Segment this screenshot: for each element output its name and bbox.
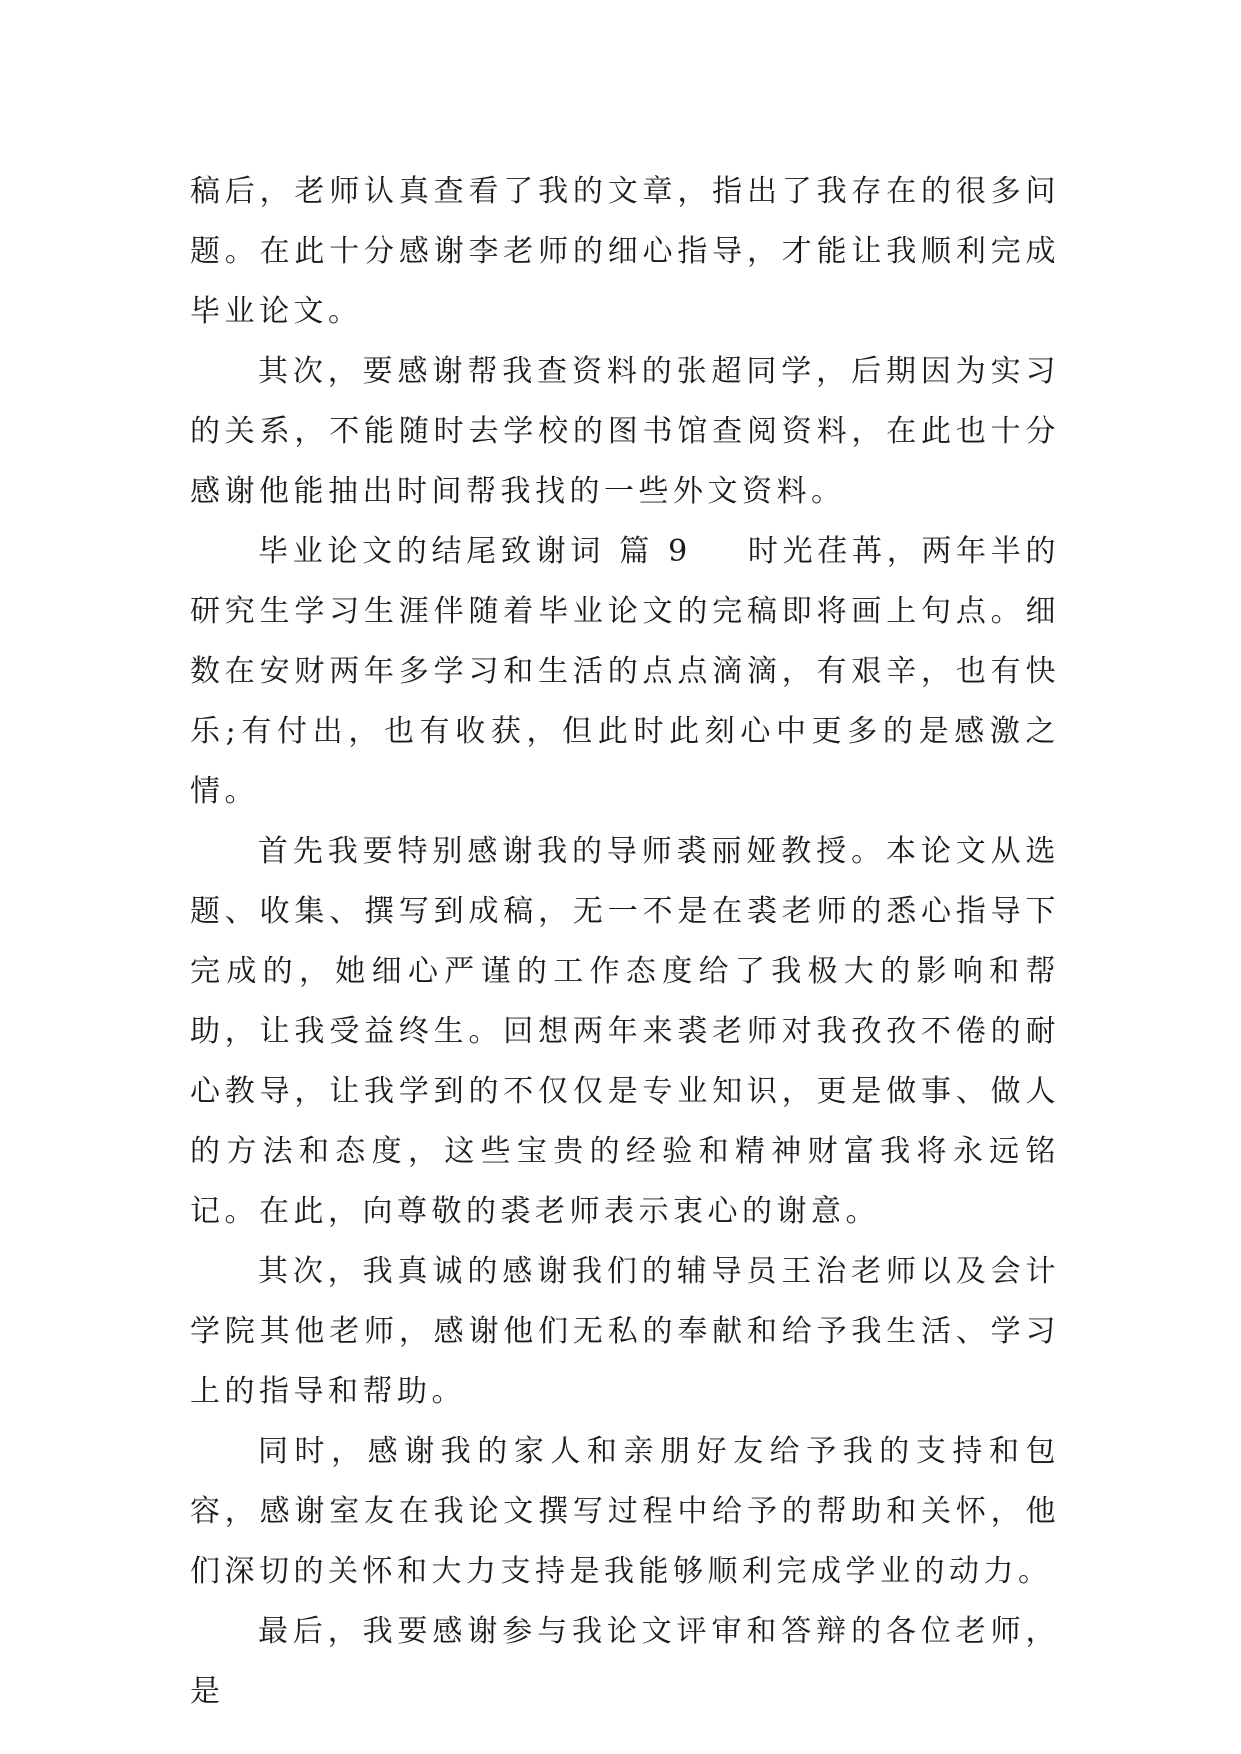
section-heading: 毕业论文的结尾致谢词 篇 9 — [258, 534, 692, 569]
section-intro-text: 时光荏苒，两年半的研究生学习生涯伴随着毕业论文的完稿即将画上句点。细数在安财两年多学习和生活的点点滴滴，有艰辛，也有快乐;有付出，也有收获，但此时此刻心中更多的是感激之情。 — [190, 534, 1060, 809]
paragraph-continuation: 稿后，老师认真查看了我的文章，指出了我存在的很多问题。在此十分感谢李老师的细心指导，才能让我顺利完成毕业论文。 — [190, 174, 1060, 329]
paragraph-advisor-thanks: 首先我要特别感谢我的导师裘丽娅教授。本论文从选题、收集、撰写到成稿，无一不是在裘老师的悉心指导下完成的，她细心严谨的工作态度给了我极大的影响和帮助，让我受益终生。回想两年来裘老师对我孜孜不倦的耐心教导，让我学到的不仅仅是专业知识，更是做事、做人的方法和态度，这些宝贵的经验和精神财富我将永远铭记。在此，向尊敬的裘老师表示衷心的谢意。 — [190, 834, 1060, 1229]
paragraph-reviewers-thanks: 最后，我要感谢参与我论文评审和答辩的各位老师，是 — [190, 1614, 1060, 1709]
paragraph-counselor-thanks: 其次，我真诚的感谢我们的辅导员王治老师以及会计学院其他老师，感谢他们无私的奉献和给予我生活、学习上的指导和帮助。 — [190, 1254, 1060, 1409]
document-body — [190, 162, 1060, 1722]
paragraph-family-thanks: 同时，感谢我的家人和亲朋好友给予我的支持和包容，感谢室友在我论文撰写过程中给予的帮助和关怀，他们深切的关怀和大力支持是我能够顺利完成学业的动力。 — [190, 1434, 1060, 1589]
section-9-paragraph — [190, 522, 1060, 822]
paragraph-classmate-thanks: 其次，要感谢帮我查资料的张超同学，后期因为实习的关系，不能随时去学校的图书馆查阅资料，在此也十分感谢他能抽出时间帮我找的一些外文资料。 — [190, 354, 1060, 509]
